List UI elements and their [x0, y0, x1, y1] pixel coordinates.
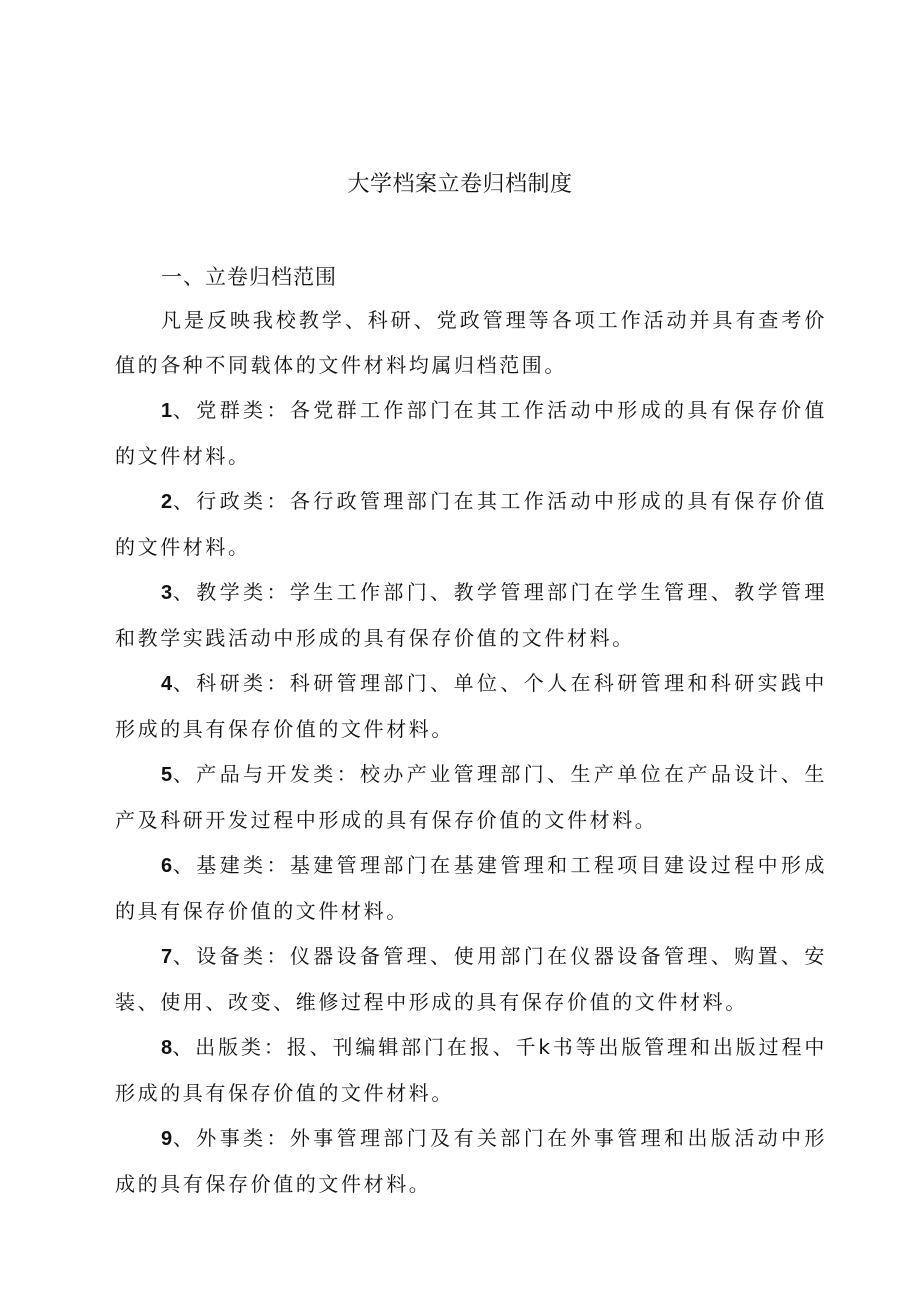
item-number: 3: [161, 582, 173, 604]
item-number: 5: [161, 764, 173, 786]
item-text: 、设备类：仪器设备管理、使用部门在仪器设备管理、购置、安装、使用、改变、维修过程中形成的具有保存价值的文件材料。: [115, 944, 827, 1014]
item-number: 8: [161, 1037, 173, 1059]
item-text: 、党群类：各党群工作部门在其工作活动中形成的具有保存价值的文件材料。: [115, 398, 827, 468]
list-item: [115, 752, 827, 843]
section-heading: 一、立卷归档范围: [161, 265, 337, 289]
list-item: [115, 479, 827, 570]
list-item: [115, 1116, 827, 1207]
item-number: 4: [161, 673, 173, 695]
item-text: 、外事类：外事管理部门及有关部门在外事管理和出版活动中形成的具有保存价值的文件材料。: [115, 1126, 827, 1196]
document-body: [115, 256, 827, 1207]
item-text: 、科研类：科研管理部门、单位、个人在科研管理和科研实践中形成的具有保存价值的文件材料。: [115, 671, 827, 741]
item-text: 、产品与开发类：校办产业管理部门、生产单位在产品设计、生产及科研开发过程中形成的具有保存价值的文件材料。: [115, 762, 827, 832]
item-number: 1: [161, 400, 173, 422]
intro-paragraph: 凡是反映我校教学、科研、党政管理等各项工作活动并具有查考价值的各种不同载体的文件材料均属归档范围。: [115, 308, 827, 377]
item-number: 7: [161, 946, 173, 968]
item-text: 、行政类：各行政管理部门在其工作活动中形成的具有保存价值的文件材料。: [115, 489, 827, 559]
list-item: [115, 661, 827, 752]
document-title: 大学档案立卷归档制度: [347, 172, 573, 197]
item-text: 、教学类：学生工作部门、教学管理部门在学生管理、教学管理和教学实践活动中形成的具有保存价值的文件材料。: [115, 580, 827, 650]
list-item: [115, 1025, 827, 1116]
list-item: [115, 570, 827, 661]
list-item: [115, 388, 827, 479]
item-number: 6: [161, 855, 173, 877]
list-item: [115, 934, 827, 1025]
item-number: 2: [161, 491, 173, 513]
list-item: [115, 843, 827, 934]
item-text: 、出版类：报、刊编辑部门在报、千k书等出版管理和出版过程中形成的具有保存价值的文件材料。: [115, 1035, 827, 1105]
item-number: 9: [161, 1128, 173, 1150]
item-text: 、基建类：基建管理部门在基建管理和工程项目建设过程中形成的具有保存价值的文件材料。: [115, 853, 827, 923]
